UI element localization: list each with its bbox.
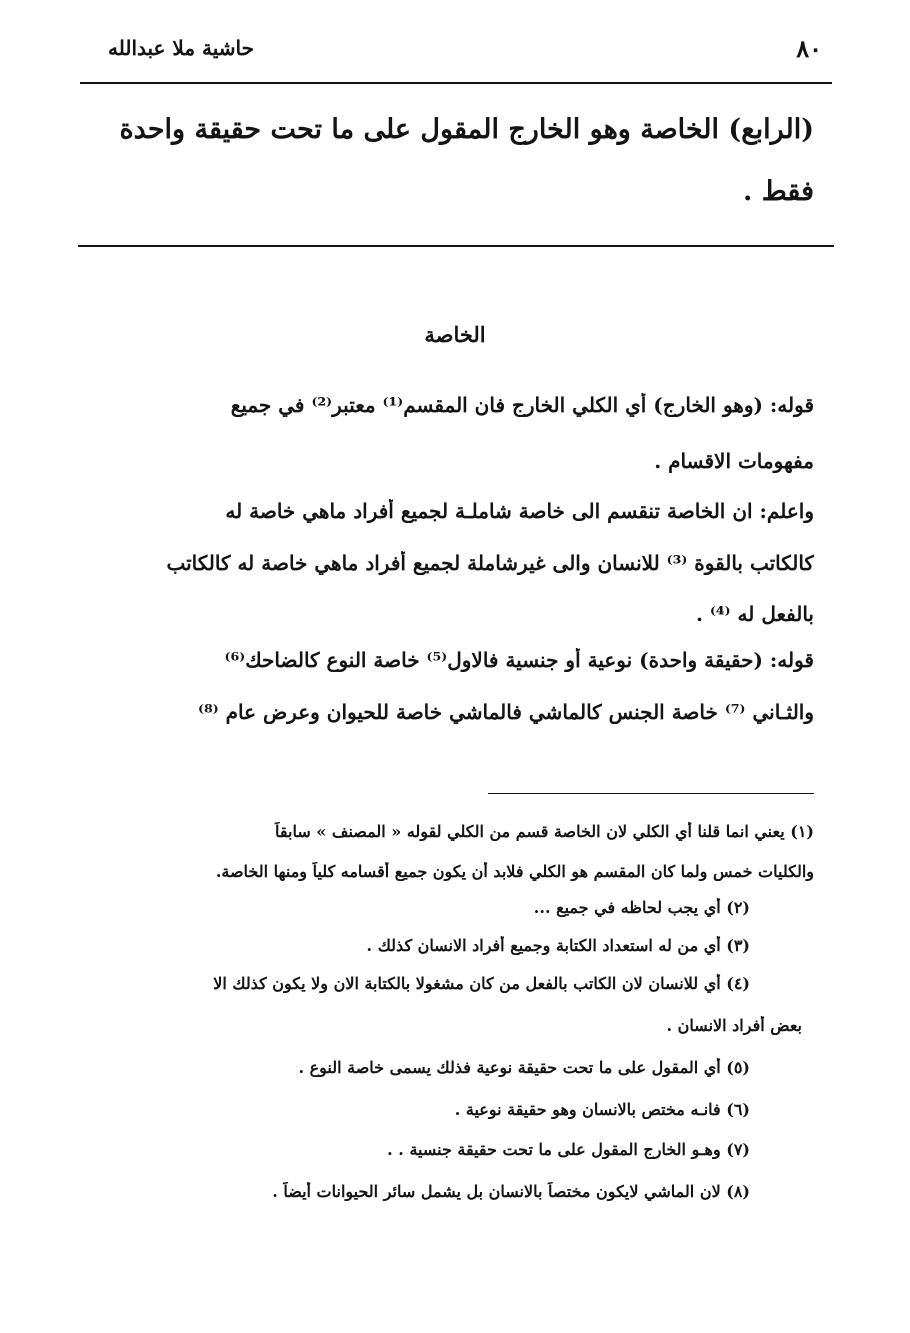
footnote-line: (٦) فانـه مختص بالانسان وهو حقيقة نوعية . <box>454 1100 750 1119</box>
footnote-rule <box>488 793 814 794</box>
body-line: قوله: (وهو الخارج) أي الكلي الخارج فان المقسم⁽¹⁾ معتبر⁽²⁾ في جميع <box>230 393 814 417</box>
body-line: واعلم: ان الخاصة تنقسم الى خاصة شاملـة لجميع أفراد ماهي خاصة له <box>225 499 814 523</box>
page-number: ٨٠ <box>796 34 822 63</box>
header-rule <box>80 82 832 84</box>
footnote-line: بعض أفراد الانسان . <box>666 1016 802 1035</box>
section-divider <box>78 245 834 247</box>
body-line: والثـاني ⁽⁷⁾ خاصة الجنس كالماشي فالماشي خاصة للحيوان وعرض عام ⁽⁸⁾ <box>197 700 814 724</box>
footnote-line: (٣) أي من له استعداد الكتابة وجميع أفراد الانسان كذلك . <box>366 936 750 955</box>
body-line: مفهومات الاقسام . <box>654 449 814 473</box>
footnote-line: (٧) وهـو الخارج المقول على ما تحت حقيقة جنسية . . <box>387 1140 750 1159</box>
footnote-line: (١) يعني انما قلنا أي الكلي لان الخاصة قسم من الكلي لقوله « المصنف » سابقاً <box>275 822 814 841</box>
body-line: كالكاتب بالقوة ⁽³⁾ للانسان والى غيرشاملة لجميع أفراد ماهي خاصة له كالكاتب <box>166 551 814 575</box>
section-title: الخاصة <box>424 322 486 347</box>
footnote-line: (٥) أي المقول على ما تحت حقيقة نوعية فذلك يسمى خاصة النوع . <box>298 1058 750 1077</box>
footnote-line: (٢) أي يجب لحاظه في جميع ... <box>533 898 750 917</box>
running-title: حاشية ملا عبدالله <box>108 36 255 60</box>
intro-line: (الرابع) الخاصة وهو الخارج المقول على ما تحت حقيقة واحدة <box>119 114 814 145</box>
body-line: بالفعل له ⁽⁴⁾ . <box>695 602 814 626</box>
intro-line: فقط . <box>743 176 814 207</box>
body-line: قوله: (حقيقة واحدة) نوعية أو جنسية فالاول⁽⁵⁾ خاصة النوع كالضاحك⁽⁶⁾ <box>224 648 814 672</box>
footnote-line: (٨) لان الماشي لايكون مختصاً بالانسان بل يشمل سائر الحيوانات أيضاً . <box>272 1182 750 1201</box>
footnote-line: والكليات خمس ولما كان المقسم هو الكلي فلابد أن يكون جميع أقسامه كلياً ومنها الخاصة. <box>215 862 814 881</box>
footnote-line: (٤) أي للانسان لان الكاتب بالفعل من كان مشغولا بالكتابة الان ولا يكون كذلك الا <box>213 974 750 993</box>
